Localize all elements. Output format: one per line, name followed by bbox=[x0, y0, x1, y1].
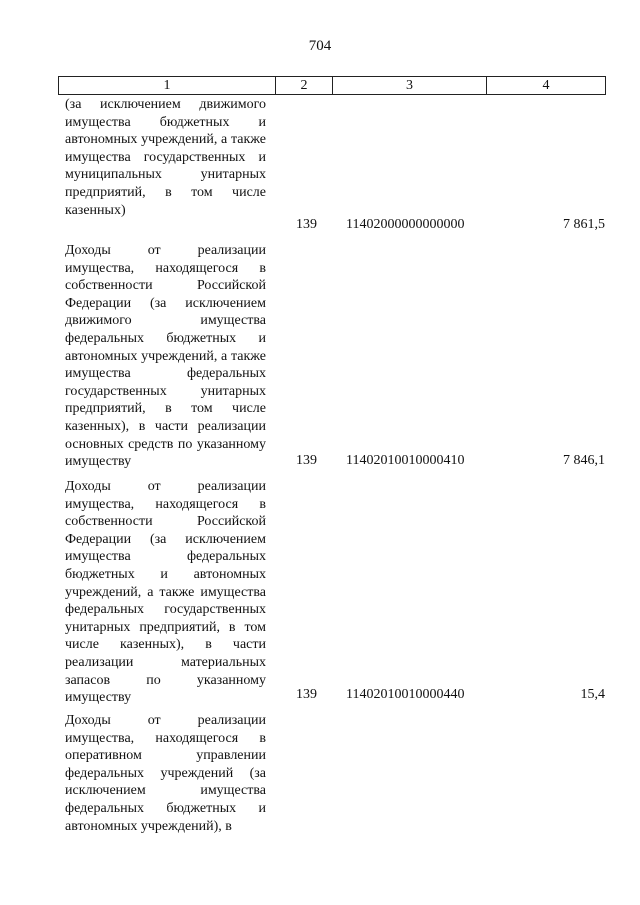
row-description: Доходы от реализации имущества, находящегося в собственности Российской Федерации (за исключением имущества федеральных бюджетных и автономных учреждений, а также имущества федеральных государственных унитарных предприятий, в том числе казенных), в части реализации материальных запасов по указанному имуществу bbox=[65, 479, 266, 706]
page-number: 704 bbox=[308, 38, 332, 54]
row-kbk: 11402000000000000 bbox=[346, 217, 465, 232]
row-kbk: 11402010010000440 bbox=[346, 687, 465, 702]
row-sum: 15,4 bbox=[580, 687, 605, 702]
column-header-4: 4 bbox=[542, 78, 550, 93]
table-row bbox=[65, 712, 605, 837]
row-code: 139 bbox=[296, 217, 317, 232]
row-description: Доходы от реализации имущества, находящегося в собственности Российской Федерации (за исключением движимого имущества федеральных бюджетных и автономных учреждений, а также имущества федеральных государственных унитарных предприятий, в том числе казенных), в части реализации основных средств по указанному имуществу bbox=[65, 243, 266, 470]
row-sum: 7 846,1 bbox=[563, 453, 605, 468]
column-header-2: 2 bbox=[276, 77, 333, 94]
row-code: 139 bbox=[296, 687, 317, 702]
row-code: 139 bbox=[296, 453, 317, 468]
column-header-3: 3 bbox=[333, 77, 487, 94]
table-row bbox=[65, 242, 605, 472]
row-description: (за исключением движимого имущества бюджетных и автономных учреждений, а также имущества государственных и муниципальных унитарных предприятий, в том числе казенных) bbox=[65, 97, 266, 218]
table-header bbox=[58, 76, 606, 95]
row-kbk: 11402010010000410 bbox=[346, 453, 465, 468]
row-description: Доходы от реализации имущества, находящегося в оперативном управлении федеральных учреждений (за исключением имущества федеральных бюджетных и автономных учреждений), в bbox=[65, 713, 266, 834]
table-row bbox=[65, 96, 605, 236]
row-sum: 7 861,5 bbox=[563, 217, 605, 232]
column-header-1: 1 bbox=[59, 77, 276, 94]
table-row bbox=[65, 478, 605, 706]
